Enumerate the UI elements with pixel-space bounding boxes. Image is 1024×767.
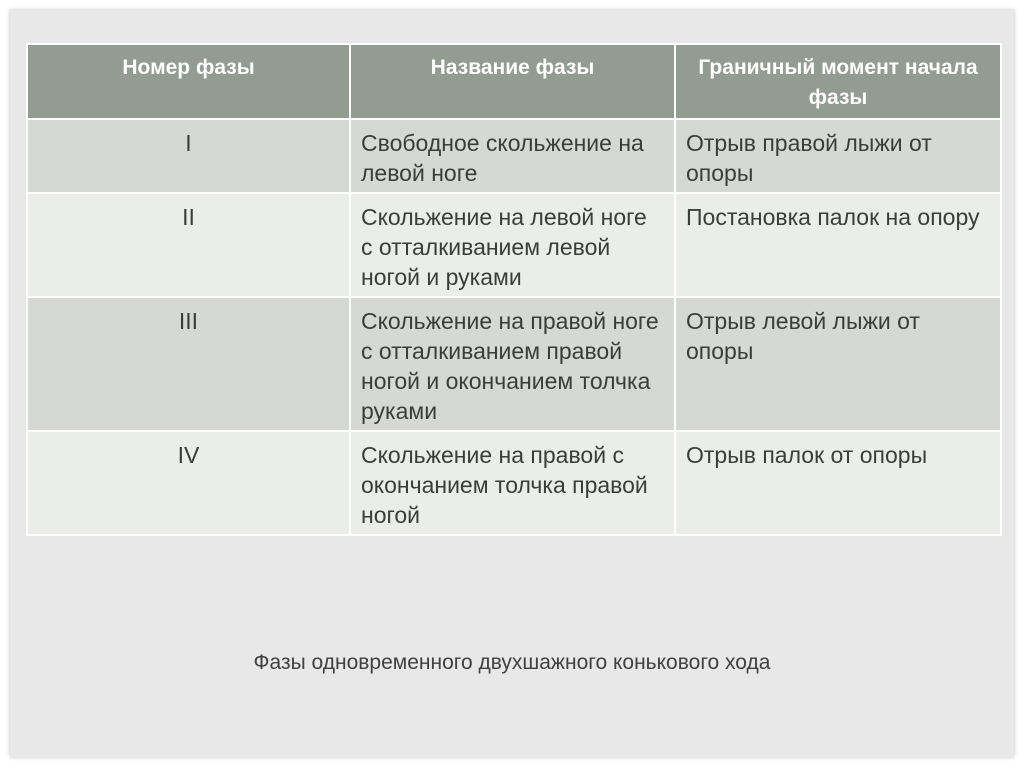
table-row [27,431,1001,535]
phase-boundary-cell: Отрыв левой лыжи от опоры [675,297,1001,431]
phase-name-cell: Скольжение на левой ноге с отталкиванием левой ногой и руками [350,193,675,297]
slide-caption: Фазы одновременного двухшажного конькового хода [253,651,771,674]
phase-boundary-cell: Отрыв палок от опоры [675,431,1001,535]
table-row [27,193,1001,297]
phase-name-cell: Скольжение на правой ноге с отталкиванием правой ногой и окончанием толчка руками [350,297,675,431]
table-header-row [27,44,1001,119]
header-phase-name: Название фазы [350,44,675,119]
phase-boundary-cell: Постановка палок на опору [675,193,1001,297]
phase-number-cell: I [27,119,350,193]
table-row [27,297,1001,431]
phases-table [26,43,1002,536]
phase-boundary-cell: Отрыв правой лыжи от опоры [675,119,1001,193]
header-phase-number: Номер фазы [27,44,350,119]
phase-number-cell: IV [27,431,350,535]
header-phase-boundary: Граничный момент начала фазы [675,44,1001,119]
phase-name-cell: Свободное скольжение на левой ноге [350,119,675,193]
phase-number-cell: II [27,193,350,297]
phase-name-cell: Скольжение на правой с окончанием толчка правой ногой [350,431,675,535]
phase-number-cell: III [27,297,350,431]
table-row [27,119,1001,193]
